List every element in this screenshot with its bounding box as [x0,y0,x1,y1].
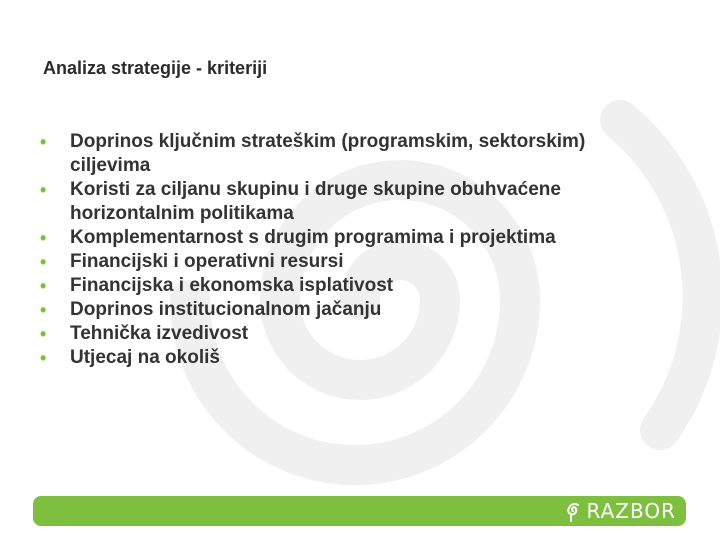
footer-bar [33,496,686,526]
slide-title: Analiza strategije - kriteriji [43,58,268,78]
list-item [40,274,610,298]
list-item-text: Financijska i ekonomska isplativost [70,275,394,296]
list-item-text: Utjecaj na okoliš [70,347,220,368]
list-item-text: Financijski i operativni resursi [70,251,344,272]
list-item-text: Doprinos institucionalnom jačanju [70,299,382,320]
bullet-icon: • [40,228,47,248]
bullet-icon: • [40,132,47,152]
razbor-spiral-logo-icon [565,499,581,523]
list-item-text: Doprinos ključnim strateškim (programskim, sektorskim) ciljevima [70,131,586,176]
list-item-text: Koristi za ciljanu skupinu i druge skupine obuhvaćene horizontalnim politikama [70,179,561,224]
bullet-icon: • [40,180,47,200]
razbor-logo [565,499,676,523]
list-item [40,250,610,274]
bullet-icon: • [40,252,47,272]
list-item [40,178,610,226]
list-item-text: Komplementarnost s drugim programima i projektima [70,227,556,248]
criteria-list [40,130,610,370]
list-item [40,322,610,346]
list-item-text: Tehnička izvedivost [70,323,249,344]
bullet-icon: • [40,324,47,344]
list-item [40,298,610,322]
bullet-icon: • [40,348,47,368]
list-item [40,346,610,370]
list-item [40,130,610,178]
list-item [40,226,610,250]
logo-text: RAZBOR [586,499,676,523]
bullet-icon: • [40,300,47,320]
bullet-icon: • [40,276,47,296]
